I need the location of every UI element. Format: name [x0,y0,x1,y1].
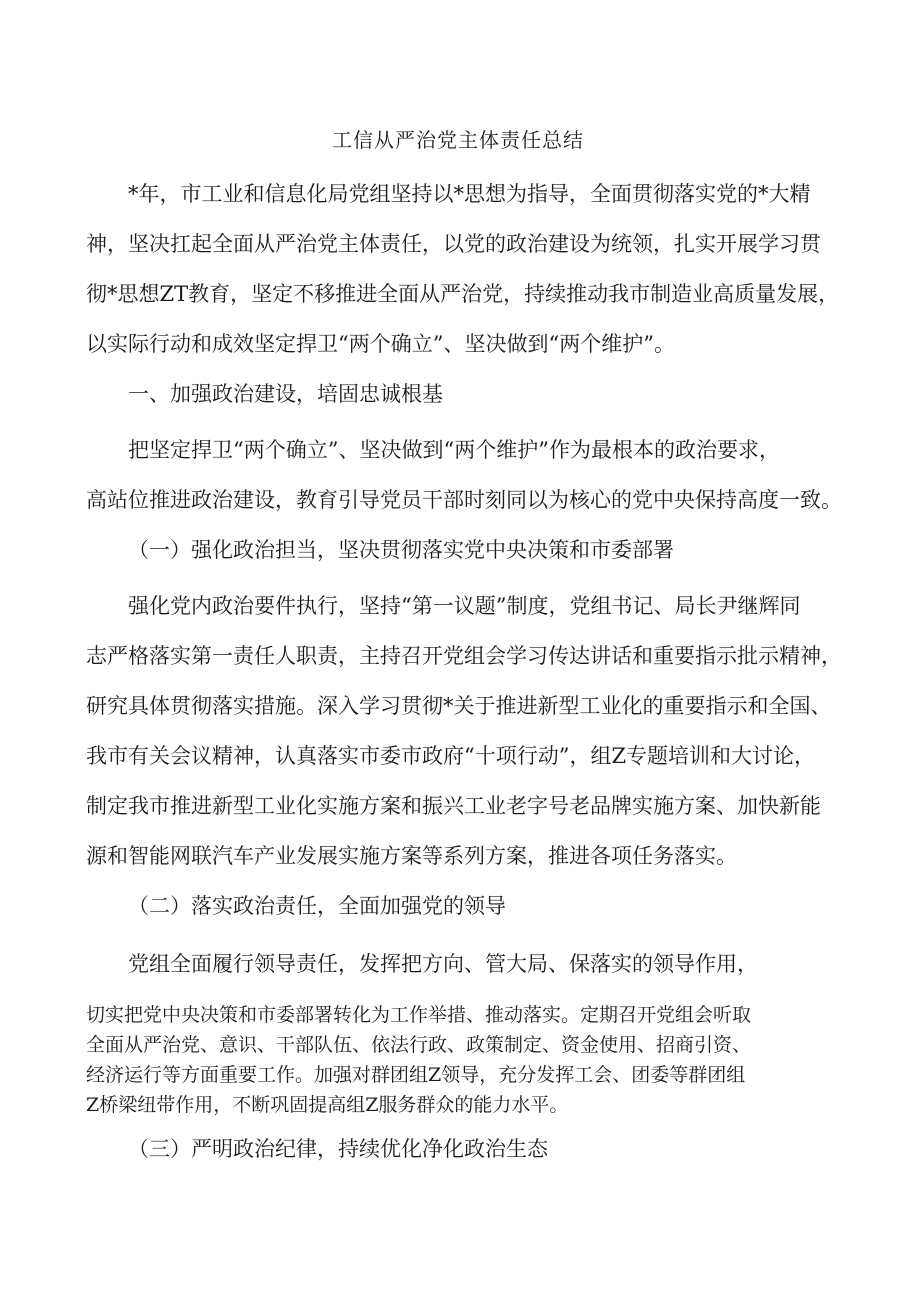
sub2-line-5: Z桥梁纽带作用，不断巩固提高组Z服务群众的能力水平。 [86,1094,569,1116]
sub2-line-3: 全面从严治党、意识、干部队伍、依法行政、政策制定、资金使用、招商引资、 [86,1034,752,1056]
sub1-line-3: 研究具体贯彻落实措施。深入学习贯彻*关于推进新型工业化的重要指示和全国、 [86,694,832,718]
sub1-line-1: 强化党内政治要件执行，坚持“第一议题”制度，党组书记、局长尹继辉同 [128,594,801,618]
sub1-heading: （一）强化政治担当，坚决贯彻落实党中央决策和市委部署 [128,538,674,562]
document-title: 工信从严治党主体责任总结 [332,128,584,152]
sub1-line-4: 我市有关会议精神，认真落实市委市政府“十项行动”，组Z专题培训和大讨论， [86,744,816,768]
sub2-line-1: 党组全面履行领导责任，发挥把方向、管大局、保落实的领导作用， [128,952,758,976]
section1-heading: 一、加强政治建设，培固忠诚根基 [128,382,443,406]
intro-line-3: 彻*思想ZT教育，坚定不移推进全面从严治党，持续推动我市制造业高质量发展， [86,282,840,306]
sub1-line-2: 志严格落实第一责任人职责，主持召开党组会学习传达讲话和重要指示批示精神， [86,644,842,668]
sub1-line-5: 制定我市推进新型工业化实施方案和振兴工业老字号老品牌实施方案、加快新能 [86,794,821,818]
intro-line-1: *年，市工业和信息化局党组坚持以*思想为指导，全面贯彻落实党的*大精 [128,182,811,206]
section1-line-2: 高站位推进政治建设，教育引导党员干部时刻同以为核心的党中央保持高度一致。 [86,488,842,512]
section1-line-1: 把坚定捍卫“两个确立”、坚决做到“两个维护”作为最根本的政治要求， [128,438,780,462]
sub2-line-2: 切实把党中央决策和市委部署转化为工作举措、推动落实。定期召开党组会听取 [86,1004,752,1026]
sub1-line-6: 源和智能网联汽车产业发展实施方案等系列方案，推进各项任务落实。 [86,844,737,868]
sub2-heading: （二）落实政治责任，全面加强党的领导 [128,894,506,918]
intro-line-4: 以实际行动和成效坚定捍卫“两个确立”、坚决做到“两个维护”。 [86,332,675,356]
sub2-line-4: 经济运行等方面重要工作。加强对群团组Z领导，充分发挥工会、团委等群团组 [86,1064,746,1086]
sub3-heading: （三）严明政治纪律，持续优化净化政治生态 [128,1137,548,1161]
intro-line-2: 神，坚决扛起全面从严治党主体责任，以党的政治建设为统领，扎实开展学习贯 [86,232,821,256]
